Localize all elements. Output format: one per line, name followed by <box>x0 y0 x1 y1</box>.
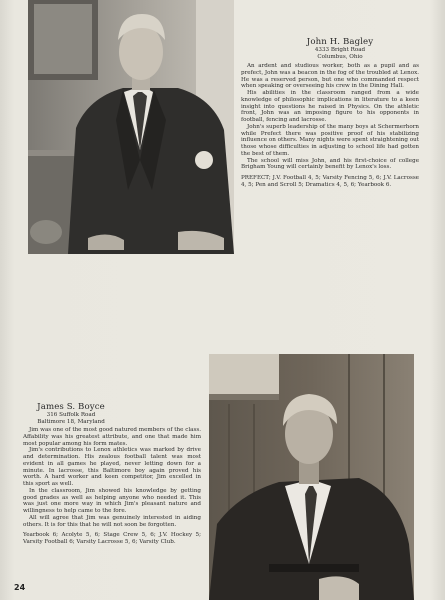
bio-paragraph: The school will miss John, and his first-choice of college Brigham Young will certainly benefit by Lenox's loss. <box>241 157 419 171</box>
bio-paragraph: Jim was one of the most good natured members of the class. Affability was his greatest attribute, and one that made him most popular among his form mates. <box>23 427 201 447</box>
bio-paragraph: An ardent and studious worker, both as a pupil and as prefect, John was a beacon in the fog of the troubled at Lenox. He was a reserved person, but one who commanded respect when speaking or overseeing his crew in the Dining Hall. <box>241 63 419 90</box>
activities-list: PREFECT; J.V. Football 4, 5; Varsity Fencing 5, 6; J.V. Lacrosse 4, 5; Pen and Scroll 5; Dramatics 4, 5, 6; Yearbook 6. <box>241 175 419 188</box>
page-number: 24 <box>14 583 26 592</box>
bio-paragraph: All will agree that Jim was genuinely interested in aiding others. It is for this that he will not soon be forgotten. <box>23 514 201 528</box>
bio-paragraph: John's superb leadership of the many boys at Schermerhorn while Prefect there was positive proof of his stabilizing influence on others. Many nights were spent straightening out those whose difficulties in adjusting to school life had gotten the best of them. <box>241 123 419 157</box>
student-address-line2: Baltimore 18, Maryland <box>37 418 105 425</box>
portrait-photo-james-boyce <box>209 354 414 600</box>
student-name: John H. Bagley <box>306 37 374 47</box>
student-bio-james-boyce <box>23 402 201 546</box>
student-header <box>281 37 399 60</box>
student-address-line1: 4333 Bright Road <box>314 47 366 53</box>
bio-paragraph: Jim's contributions to Lenox athletics was marked by drive and determination. His zealous football talent was most evident in all games he played, never letting down for a minute. In lacrosse, this Baltimore boy again proved his worth. A hard worker and keen competitor, Jim excelled in this sport as well. <box>23 447 201 488</box>
student-address-line1: 316 Suffolk Road <box>46 412 96 418</box>
student-bio-john-bagley <box>241 37 419 189</box>
portrait-photo-john-bagley <box>28 0 234 254</box>
student-header <box>23 402 119 425</box>
bio-paragraph: In the classroom, Jim showed his knowledge by getting good grades as well as helping anyone who needed it. This was just one more way in which Jim's pleasant nature and willingness to help came to the fore. <box>23 487 201 515</box>
bio-paragraph: His abilities in the classroom ranged from a wide knowledge of philosophic implications in literature to a keen insight into questions he raised in Physics. On the athletic front, John was an imposing figure to his opponents in football, fencing and lacrosse. <box>241 90 419 124</box>
activities-list: Yearbook 6; Acolyte 5, 6; Stage Crew 5, 6; J.V. Hockey 5; Varsity Football 6; Varsity Lacrosse 5, 6; Varsity Club. <box>23 532 201 546</box>
student-name: James S. Boyce <box>37 402 105 412</box>
student-address-line2: Columbus, Ohio <box>317 53 363 60</box>
